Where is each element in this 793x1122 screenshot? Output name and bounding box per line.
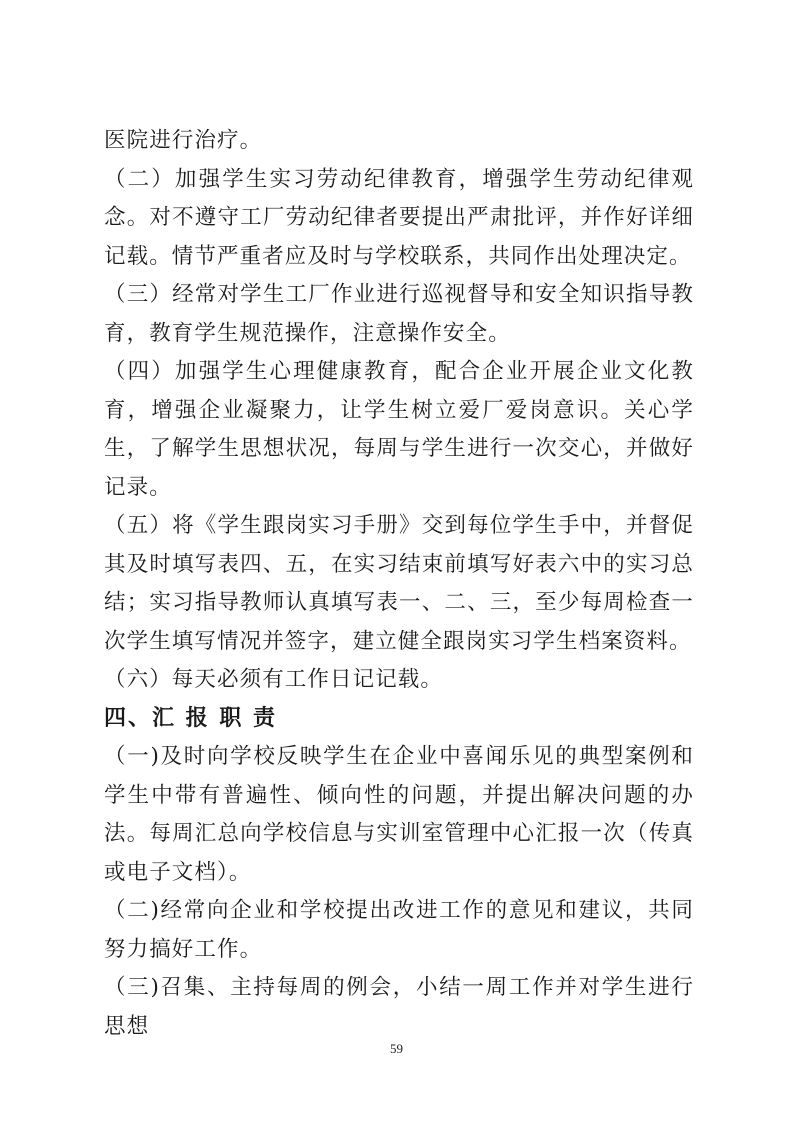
paragraph-item-6: （六）每天必须有工作日记记载。 [104, 667, 444, 692]
paragraph-item-2: （二）加强学生实习劳动纪律教育，增强学生劳动纪律观念。对不遵守工厂劳动纪律者要提出严肃批评，并作好详细记载。情节严重者应及时与学校联系，共同作出处理决定。 [104, 166, 694, 269]
page-number: 59 [390, 1041, 403, 1056]
reporting-item-2: （二)经常向企业和学校提出改进工作的意见和建议，共同努力搞好工作。 [104, 898, 694, 962]
paragraph-item-3: （三）经常对学生工厂作业进行巡视督导和安全知识指导教育，教育学生规范操作，注意操作安全。 [104, 282, 694, 346]
paragraph-item-5: （五）将《学生跟岗实习手册》交到每位学生手中，并督促其及时填写表四、五，在实习结束前填写好表六中的实习总结；实习指导教师认真填写表一、二、三，至少每周检查一次学生填写情况并签字，建立健全跟岗实习学生档案资料。 [104, 513, 694, 654]
reporting-item-3: （三)召集、主持每周的例会，小结一周工作并对学生进行思想 [104, 975, 694, 1039]
section-heading: 四、汇 报 职 责 [104, 705, 277, 731]
body-text [104, 122, 694, 1046]
paragraph-continuation: 医院进行治疗。 [104, 128, 263, 153]
reporting-item-1: （一)及时向学校反映学生在企业中喜闻乐见的典型案例和学生中带有普遍性、倾向性的问题，并提出解决问题的办法。每周汇总向学校信息与实训室管理中心汇报一次（传真或电子文档）。 [104, 744, 694, 885]
paragraph-item-4: （四）加强学生心理健康教育，配合企业开展企业文化教育，增强企业凝聚力，让学生树立爱厂爱岗意识。关心学生，了解学生思想状况，每周与学生进行一次交心，并做好记录。 [104, 359, 694, 500]
